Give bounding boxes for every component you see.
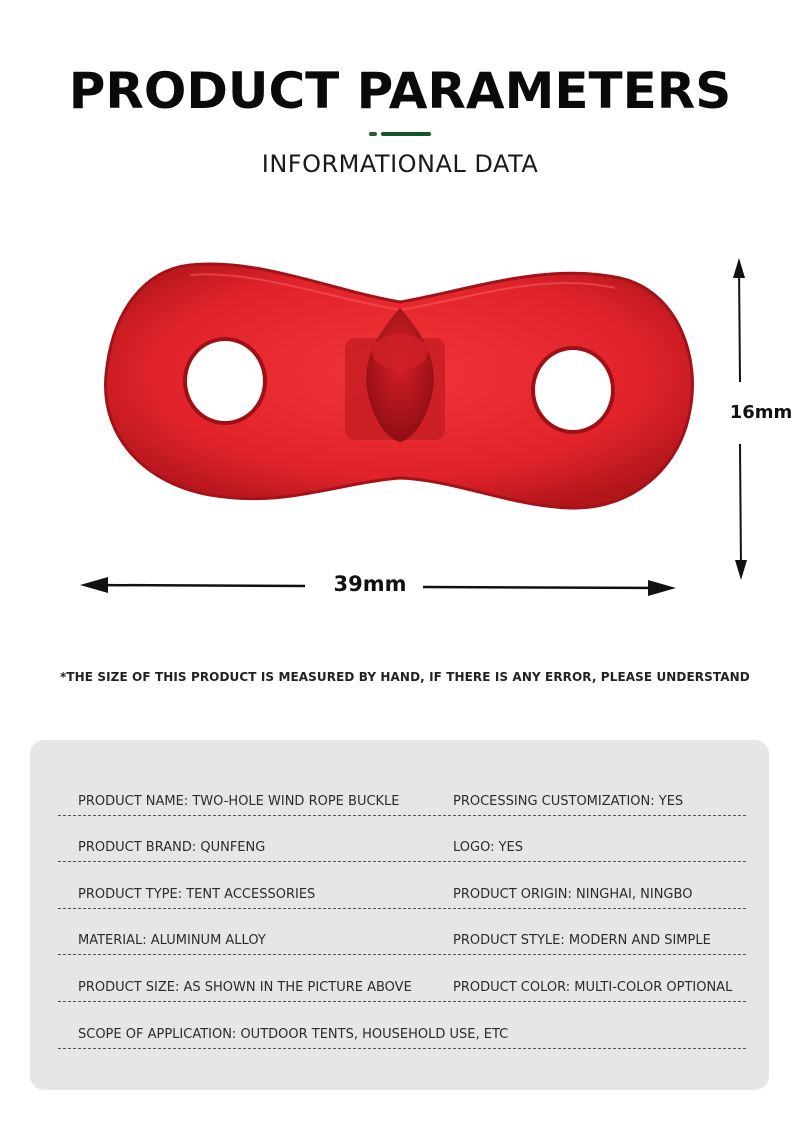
param-row	[58, 863, 746, 909]
arrow-down-icon	[735, 560, 747, 580]
buckle-hole-right	[533, 348, 613, 432]
param-row	[58, 770, 746, 816]
buckle-hole-left	[185, 339, 265, 423]
param-product-origin: PRODUCT ORIGIN: NINGHAI, NINGBO	[453, 887, 693, 902]
product-image	[0, 230, 800, 620]
param-product-name: PRODUCT NAME: TWO-HOLE WIND ROPE BUCKLE	[78, 794, 400, 809]
title-accent-dot	[369, 132, 377, 136]
param-scope-of-application: SCOPE OF APPLICATION: OUTDOOR TENTS, HOUSEHOLD USE, ETC	[78, 1027, 509, 1042]
param-product-type: PRODUCT TYPE: TENT ACCESSORIES	[78, 887, 316, 902]
param-product-size: PRODUCT SIZE: AS SHOWN IN THE PICTURE ABOVE	[78, 980, 412, 995]
arrow-left-icon	[80, 577, 108, 593]
title-accent-line	[381, 132, 431, 136]
arrow-up-icon	[733, 258, 745, 278]
param-product-color: PRODUCT COLOR: MULTI-COLOR OPTIONAL	[453, 980, 733, 995]
param-material: MATERIAL: ALUMINUM ALLOY	[78, 933, 266, 948]
measurement-note: *THE SIZE OF THIS PRODUCT IS MEASURED BY HAND, IF THERE IS ANY ERROR, PLEASE UNDERSTAND	[60, 670, 750, 684]
param-product-brand: PRODUCT BRAND: QUNFENG	[78, 840, 266, 855]
page-title: PRODUCT PARAMETERS	[68, 62, 732, 120]
param-logo: LOGO: YES	[453, 840, 524, 855]
param-row	[58, 816, 746, 862]
param-row	[58, 909, 746, 955]
param-row	[58, 1003, 746, 1049]
width-dimension-label: 39mm	[333, 572, 407, 596]
page-subtitle: INFORMATIONAL DATA	[261, 150, 539, 178]
param-row	[58, 956, 746, 1002]
param-product-style: PRODUCT STYLE: MODERN AND SIMPLE	[453, 933, 711, 948]
height-dimension-label: 16mm	[729, 402, 793, 423]
param-processing-customization: PROCESSING CUSTOMIZATION: YES	[453, 794, 684, 809]
arrow-right-icon	[648, 580, 676, 596]
